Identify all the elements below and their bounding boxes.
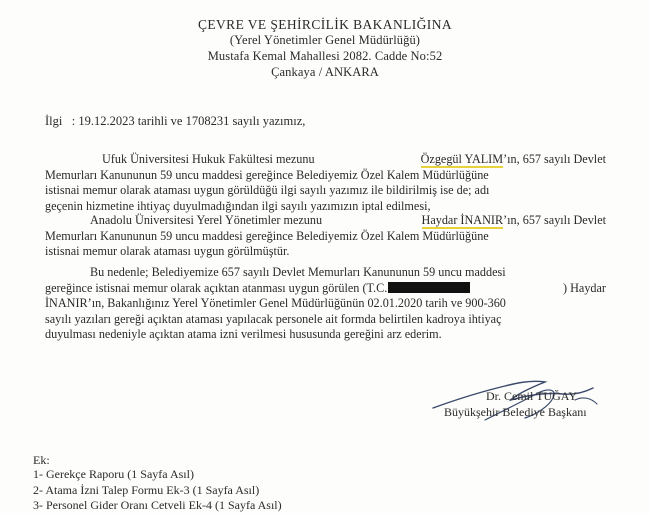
- reference-line: [45, 114, 305, 129]
- paragraph-line: duyulması nedeniyle açıktan atama izni verilmesi hususunda gereğini arz ederim.: [45, 327, 442, 341]
- paragraph-line: sayılı yazıları gereği açıktan ataması yapılacak personele ait formda belirtilen kadroya ihtiyaç: [45, 311, 502, 326]
- text-segment: ) Haydar: [563, 280, 606, 295]
- paragraph-line: istisnai memur olarak ataması uygun görülmüştür.: [45, 244, 290, 258]
- paragraph-line: [45, 281, 606, 297]
- text-segment: ’ın, 657 sayılı Devlet: [503, 152, 606, 166]
- text-segment: gereğince istisnai memur olarak açıktan atanması uygun görülen (T.C.: [45, 280, 388, 295]
- enclosure-item: 2- Atama İzni Talep Formu Ek-3 (1 Sayfa Asıl): [33, 483, 260, 497]
- paragraph-line: Bu nedenle; Belediyemize 657 sayılı Devlet Memurları Kanununun 59 uncu maddesi: [90, 265, 506, 279]
- reference-text: : 19.12.2023 tarihli ve 1708231 sayılı yazımız,: [71, 114, 306, 128]
- paragraph-line: [45, 213, 606, 229]
- paragraph-cancellation: [45, 152, 606, 214]
- addressee-address: Mustafa Kemal Mahallesi 2082. Cadde No:52: [207, 49, 443, 63]
- signature-stroke: [575, 398, 597, 404]
- reference-label: İlgi: [45, 114, 63, 128]
- enclosures-heading: Ek:: [33, 453, 50, 467]
- highlighted-name: Özgegül YALIM: [420, 152, 504, 166]
- text-segment: [421, 152, 606, 168]
- paragraph-line: İNANIR’ın, Bakanlığınız Yerel Yönetimler Genel Müdürlüğünün 02.01.2020 tarih ve 900-360: [45, 296, 506, 310]
- paragraph-appointment: [45, 213, 606, 260]
- highlighted-name: Haydar İNANIR: [421, 213, 504, 227]
- paragraph-line: geçenin hizmetine ihtiyaç duyulmadığından ilgi sayılı yazımızın iptal edilmesi,: [45, 198, 431, 213]
- paragraph-line: Memurları Kanununun 59 uncu maddesi gereğince Belediyemiz Özel Kalem Müdürlüğüne: [45, 228, 489, 243]
- addressee-city: Çankaya / ANKARA: [271, 65, 379, 79]
- text-segment: [45, 281, 471, 297]
- text-segment: Anadolu Üniversitesi Yerel Yönetimler mezunu: [90, 213, 323, 227]
- enclosure-item: 3- Personel Gider Oranı Cetveli Ek-4 (1 Sayfa Asıl): [33, 498, 282, 512]
- paragraph-line: Memurları Kanununun 59 uncu maddesi gereğince Belediyemiz Özel Kalem Müdürlüğüne: [45, 167, 489, 182]
- addressee-ministry: ÇEVRE VE ŞEHİRCİLİK BAKANLIĞINA: [197, 17, 452, 32]
- signatory-title: Büyükşehir Belediye Başkanı: [444, 405, 587, 419]
- paragraph-request: [45, 265, 606, 343]
- text-segment: Ufuk Üniversitesi Hukuk Fakültesi mezunu: [102, 152, 315, 166]
- text-segment: ’ın, 657 sayılı Devlet: [503, 213, 606, 227]
- redaction-bar: [388, 282, 470, 293]
- addressee-department: (Yerel Yönetimler Genel Müdürlüğü): [229, 33, 421, 47]
- enclosure-item: 1- Gerekçe Raporu (1 Sayfa Asıl): [33, 467, 194, 481]
- paragraph-line: [45, 152, 606, 168]
- paragraph-line: istisnai memur olarak ataması uygun görüldüğü ilgi sayılı yazımız ile bildirilmiş ise de; adı: [45, 183, 490, 197]
- signatory-name: Dr. Cemil TUĞAY: [486, 389, 578, 403]
- text-segment: [422, 213, 606, 229]
